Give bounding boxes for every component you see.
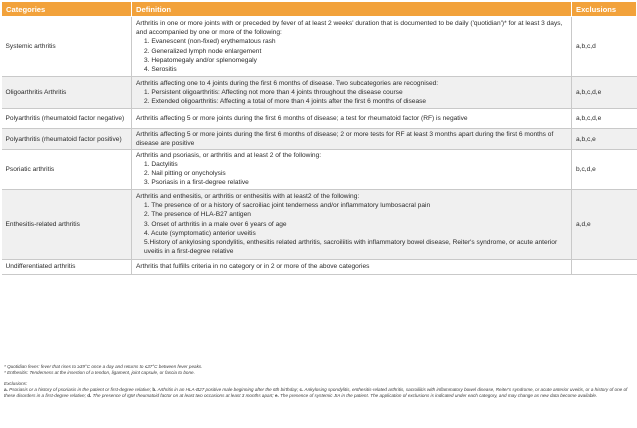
category-cell: Polyarthritis (rheumatoid factor negative) (2, 109, 132, 129)
criteria-item: 2. Nail pitting or onycholysis (144, 170, 226, 178)
criteria-item: 4. Serositis (144, 65, 177, 73)
exclusions-title: Exclusions: (4, 381, 28, 387)
definition-cell (132, 17, 572, 77)
category-cell: Undifferentiated arthritis (2, 259, 132, 274)
category-cell: Polyarthritis (rheumatoid factor positive) (2, 129, 132, 150)
exclusion-text: The presence of systemic JIA in the patient. The application of exclusions is indicated under each category, and may change as new data become available. (280, 393, 598, 399)
criteria-item: 2. The presence of HLA-B27 antigen (144, 211, 251, 219)
header-definition: Definition (132, 2, 572, 17)
exclusions-cell (572, 259, 637, 274)
definition-text: Arthritis and enthesitis, or arthritis or enthesitis with at least2 of the following: (136, 193, 360, 201)
definition-text: Arthritis affecting 5 or more joints during the first 6 months of disease; 2 or more tests for RF at least 3 months apart during the first 6 months of disease are positive (136, 131, 554, 148)
definition-text: Arthritis affecting one to 4 joints during the first 6 months of disease. Two subcategories are recognised: (136, 79, 439, 87)
criteria-item: 1. Persistent oligoarthritis: Affecting not more than 4 joints throughout the disease course (144, 88, 403, 96)
table-row (2, 259, 637, 274)
exclusion-text: Ankylosing spondylitis, enthesitis-related arthritis, sacroiliitis with inflammatory bowel disease, Reiter's syndrome, or acute anterior uveitis, or a history of one of these disorders in a first-degree relative; (4, 387, 628, 399)
exclusion-letter: e. (274, 393, 279, 399)
definition-text: Arthritis that fulfills criteria in no category or in 2 or more of the above categories (136, 263, 370, 271)
criteria-item: 5.History of ankylosing spondylitis, enthesitis related arthritis, sacroiliitis with inflammatory bowel disease, Reiter's syndrome, or acute anterior uveitis in a first-degree relative (144, 238, 558, 255)
definition-cell (132, 150, 572, 189)
table-row (2, 129, 637, 150)
exclusion-letter: c. (299, 387, 304, 393)
definition-cell (132, 259, 572, 274)
table-row (2, 150, 637, 189)
criteria-item: 2. Generalized lymph node enlargement (144, 47, 262, 55)
criteria-item: 4. Acute (symptomatic) anterior uveitis (144, 229, 256, 237)
criteria-item: 3. Onset of arthritis in a male over 6 years of age (144, 220, 287, 228)
definition-cell (132, 109, 572, 129)
category-cell: Systemic arthritis (2, 17, 132, 77)
jia-classification-table (1, 1, 637, 275)
exclusion-text: Psoriasis or a history of psoriasis in the patient or first-degree relative; (9, 387, 153, 393)
table-header-row (2, 2, 637, 17)
header-categories: Categories (2, 2, 132, 17)
criteria-list (136, 201, 567, 256)
exclusions-cell: a,b,c,e (572, 129, 637, 150)
criteria-list (136, 88, 567, 106)
table-row (2, 109, 637, 129)
criteria-item: 3. Psoriasis in a first-degree relative (144, 179, 249, 187)
definition-text: Arthritis in one or more joints with or preceded by fever of at least 2 weeks' duration that is documented to be daily ('quotidian')* for at least 3 days, and accompanied by one or more of the following: (136, 20, 563, 37)
header-exclusions: Exclusions (572, 2, 637, 17)
table-row (2, 17, 637, 77)
exclusions-cell: b,c,d,e (572, 150, 637, 189)
table-body (2, 17, 637, 275)
exclusions-cell: a,d,e (572, 189, 637, 259)
definition-text: Arthritis affecting 5 or more joints during the first 6 months of disease; a test for rheumatoid factor (RF) is negative (136, 114, 468, 122)
criteria-item: 3. Hepatomegaly and/or splenomegaly (144, 56, 257, 64)
exclusion-text: Arthritis in an HLA-B27 positive male beginning after the 6th birthday; (157, 387, 300, 393)
criteria-item: 1. Evanescent (non-fixed) erythematous rash (144, 38, 276, 46)
definition-cell (132, 77, 572, 109)
criteria-item: 1. The presence of or a history of sacroiliac joint tenderness and/or inflammatory lumbosacral pain (144, 202, 431, 210)
category-cell: Oligoarthritis Arthritis (2, 77, 132, 109)
criteria-list (136, 37, 567, 73)
footnote-quotidian: * Quotidian fever: fever that rises to ≥39°C once a day and returns to ≤37°C between fever peaks. (4, 364, 203, 369)
definition-cell (132, 189, 572, 259)
exclusion-letter: a. (4, 387, 8, 393)
table-row (2, 189, 637, 259)
exclusion-letter: d. (87, 393, 92, 399)
exclusions-cell: a,b,c,d,e (572, 77, 637, 109)
exclusions-cell: a,b,c,d,e (572, 109, 637, 129)
exclusions-text (4, 387, 634, 399)
definition-cell (132, 129, 572, 150)
exclusion-letter: b. (152, 387, 157, 393)
category-cell: Psoriatic arthritis (2, 150, 132, 189)
exclusion-text: The presence of IgM rheumatoid factor on at least two occasions at least 3 months apart; (92, 393, 275, 399)
table-row (2, 77, 637, 109)
criteria-list (136, 160, 567, 187)
category-cell: Enthesitis-related arthritis (2, 189, 132, 259)
footnotes (4, 364, 634, 399)
criteria-item: 1. Dactylitis (144, 161, 178, 169)
footnote-enthesitis: * Enthesitis: Tenderness at the insertion of a tendon, ligament, joint capsule, or fascia to bone. (4, 370, 195, 376)
criteria-item: 2. Extended oligoarthritis: Affecting a total of more than 4 joints after the first 6 months of disease (144, 98, 427, 106)
definition-text: Arthritis and psoriasis, or arthritis and at least 2 of the following: (136, 152, 322, 160)
exclusions-cell: a,b,c,d (572, 17, 637, 77)
